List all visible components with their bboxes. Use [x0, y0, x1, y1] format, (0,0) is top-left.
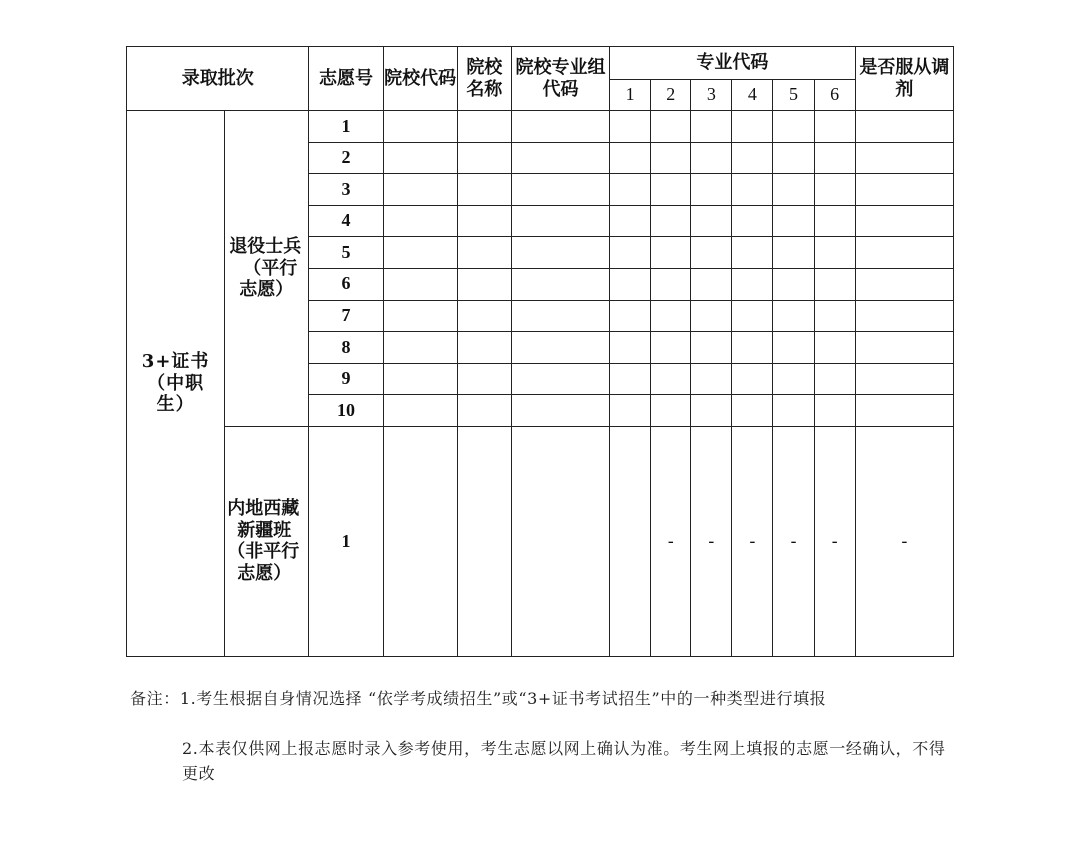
school-name-cell[interactable] [457, 300, 511, 332]
school-code-cell[interactable] [383, 205, 457, 237]
major-code-cell[interactable] [651, 395, 691, 427]
major-code-dash: - [691, 426, 732, 656]
major-code-cell[interactable] [814, 205, 855, 237]
choice-number: 5 [309, 237, 383, 269]
school-code-cell[interactable] [383, 395, 457, 427]
major-code-cell[interactable] [773, 205, 814, 237]
header-group-code: 院校专业组代码 [511, 47, 609, 111]
major-col-5: 5 [773, 80, 814, 111]
major-code-cell[interactable] [610, 426, 651, 656]
adjust-cell[interactable] [855, 300, 953, 332]
choice-number: 4 [309, 205, 383, 237]
major-code-dash: - [651, 426, 691, 656]
choice-number: 2 [309, 142, 383, 174]
major-col-6: 6 [814, 80, 855, 111]
header-batch: 录取批次 [127, 47, 309, 111]
school-name-cell[interactable] [457, 363, 511, 395]
table-row [127, 111, 954, 143]
school-name-cell[interactable] [457, 142, 511, 174]
major-code-cell[interactable] [651, 300, 691, 332]
major-code-cell[interactable] [814, 111, 855, 143]
adjust-cell[interactable] [855, 237, 953, 269]
group-code-cell[interactable] [511, 395, 609, 427]
group-label-line: （平行 [243, 257, 298, 279]
major-code-cell[interactable] [773, 237, 814, 269]
major-code-cell[interactable] [691, 363, 732, 395]
adjust-dash: - [855, 426, 953, 656]
group-label-line: 志愿） [239, 279, 294, 301]
major-code-cell[interactable] [610, 111, 651, 143]
adjust-cell[interactable] [855, 363, 953, 395]
school-code-cell[interactable] [383, 237, 457, 269]
notes-prefix: 备注： [130, 689, 180, 708]
major-code-cell[interactable] [773, 268, 814, 300]
table-row [127, 426, 954, 656]
major-code-cell[interactable] [732, 142, 773, 174]
major-code-cell[interactable] [773, 111, 814, 143]
group-code-cell[interactable] [511, 332, 609, 364]
adjust-cell[interactable] [855, 111, 953, 143]
choice-number: 9 [309, 363, 383, 395]
major-code-cell[interactable] [773, 174, 814, 206]
major-code-dash: - [732, 426, 773, 656]
batch-cell [127, 111, 225, 657]
adjust-cell[interactable] [855, 395, 953, 427]
major-code-cell[interactable] [691, 174, 732, 206]
adjust-cell[interactable] [855, 268, 953, 300]
group-code-cell[interactable] [511, 174, 609, 206]
header-choice-no: 志愿号 [309, 47, 383, 111]
major-code-cell[interactable] [814, 300, 855, 332]
major-code-cell[interactable] [691, 268, 732, 300]
note-text-1: 1.考生根据自身情况选择 “依学考成绩招生”或“3+证书考试招生”中的一种类型进行填报 [179, 689, 827, 708]
school-name-cell[interactable] [457, 268, 511, 300]
group-code-cell[interactable] [511, 363, 609, 395]
school-code-cell[interactable] [383, 142, 457, 174]
major-code-cell[interactable] [732, 237, 773, 269]
major-code-cell[interactable] [651, 174, 691, 206]
major-code-cell[interactable] [732, 205, 773, 237]
school-code-cell[interactable] [383, 268, 457, 300]
major-code-cell[interactable] [814, 237, 855, 269]
note-item-2: 2.本表仅供网上报志愿时录入参考使用，考生志愿以网上确认为准。考生网上填报的志愿一经确认，不得更改 [182, 739, 946, 783]
major-code-cell[interactable] [773, 363, 814, 395]
group-code-cell[interactable] [511, 237, 609, 269]
group-code-cell[interactable] [511, 300, 609, 332]
major-code-cell[interactable] [610, 205, 651, 237]
major-code-cell[interactable] [651, 268, 691, 300]
adjust-cell[interactable] [855, 205, 953, 237]
group-label-line: 新疆班 [237, 519, 292, 541]
major-code-cell[interactable] [773, 395, 814, 427]
adjust-cell[interactable] [855, 332, 953, 364]
choice-number: 1 [309, 111, 383, 143]
major-code-cell[interactable] [691, 237, 732, 269]
major-code-cell[interactable] [610, 142, 651, 174]
header-school-name: 院校名称 [457, 47, 511, 111]
major-code-cell[interactable] [610, 363, 651, 395]
group-veterans-cell [225, 111, 309, 427]
choice-number: 8 [309, 332, 383, 364]
major-code-cell[interactable] [814, 268, 855, 300]
school-code-cell[interactable] [383, 111, 457, 143]
choice-number: 3 [309, 174, 383, 206]
school-code-cell[interactable] [383, 426, 457, 656]
major-code-cell[interactable] [814, 363, 855, 395]
major-code-cell[interactable] [610, 174, 651, 206]
major-code-cell[interactable] [691, 205, 732, 237]
school-name-cell[interactable] [457, 237, 511, 269]
group-label-line: （非平行 [227, 541, 300, 563]
major-code-cell[interactable] [814, 395, 855, 427]
adjust-cell[interactable] [855, 174, 953, 206]
major-code-cell[interactable] [773, 332, 814, 364]
major-code-cell[interactable] [691, 395, 732, 427]
group-code-cell[interactable] [511, 268, 609, 300]
major-col-2: 2 [651, 80, 691, 111]
choice-number: 10 [309, 395, 383, 427]
school-name-cell[interactable] [457, 205, 511, 237]
major-code-cell[interactable] [732, 174, 773, 206]
major-col-4: 4 [732, 80, 773, 111]
group-label-line: 内地西藏 [227, 498, 300, 520]
major-col-3: 3 [691, 80, 732, 111]
school-code-cell[interactable] [383, 332, 457, 364]
group-tibet-xinjiang-cell [225, 426, 309, 656]
group-label-line: 志愿） [237, 563, 292, 585]
major-code-cell[interactable] [651, 237, 691, 269]
group-code-cell[interactable] [511, 111, 609, 143]
major-code-cell[interactable] [773, 300, 814, 332]
school-name-cell[interactable] [457, 111, 511, 143]
school-name-cell[interactable] [457, 332, 511, 364]
choice-number: 7 [309, 300, 383, 332]
major-code-cell[interactable] [610, 268, 651, 300]
major-code-cell[interactable] [732, 363, 773, 395]
major-code-cell[interactable] [732, 111, 773, 143]
header-school-code: 院校代码 [383, 47, 457, 111]
major-code-dash: - [773, 426, 814, 656]
school-code-cell[interactable] [383, 174, 457, 206]
group-code-cell[interactable] [511, 205, 609, 237]
batch-label-line: （中职 [147, 372, 205, 394]
application-form-table [126, 46, 954, 657]
major-code-cell[interactable] [610, 237, 651, 269]
header-adjust: 是否服从调剂 [855, 47, 953, 111]
major-code-cell[interactable] [651, 111, 691, 143]
major-code-cell[interactable] [732, 332, 773, 364]
school-name-cell[interactable] [457, 395, 511, 427]
major-code-cell[interactable] [610, 300, 651, 332]
major-code-cell[interactable] [610, 332, 651, 364]
major-code-cell[interactable] [732, 395, 773, 427]
major-code-cell[interactable] [610, 395, 651, 427]
major-code-cell[interactable] [773, 142, 814, 174]
choice-number: 6 [309, 268, 383, 300]
school-name-cell[interactable] [457, 426, 511, 656]
header-major-code: 专业代码 [610, 47, 856, 80]
adjust-cell[interactable] [855, 142, 953, 174]
major-code-cell[interactable] [814, 332, 855, 364]
school-name-cell[interactable] [457, 174, 511, 206]
major-code-cell[interactable] [691, 142, 732, 174]
major-code-cell[interactable] [651, 363, 691, 395]
major-code-cell[interactable] [732, 268, 773, 300]
group-code-cell[interactable] [511, 142, 609, 174]
major-code-cell[interactable] [814, 174, 855, 206]
major-code-cell[interactable] [814, 142, 855, 174]
major-code-cell[interactable] [651, 332, 691, 364]
group-code-cell[interactable] [511, 426, 609, 656]
school-code-cell[interactable] [383, 363, 457, 395]
major-code-cell[interactable] [651, 205, 691, 237]
major-code-dash: - [814, 426, 855, 656]
note-item-1 [130, 686, 826, 709]
major-code-cell[interactable] [651, 142, 691, 174]
major-col-1: 1 [610, 80, 651, 111]
batch-label-line: 生） [156, 394, 195, 416]
major-code-cell[interactable] [732, 300, 773, 332]
major-code-cell[interactable] [691, 332, 732, 364]
choice-number: 1 [309, 426, 383, 656]
batch-label-line: 3+证书 [141, 351, 210, 373]
major-code-cell[interactable] [691, 111, 732, 143]
school-code-cell[interactable] [383, 300, 457, 332]
major-code-cell[interactable] [691, 300, 732, 332]
group-label-line: 退役士兵 [229, 236, 302, 258]
